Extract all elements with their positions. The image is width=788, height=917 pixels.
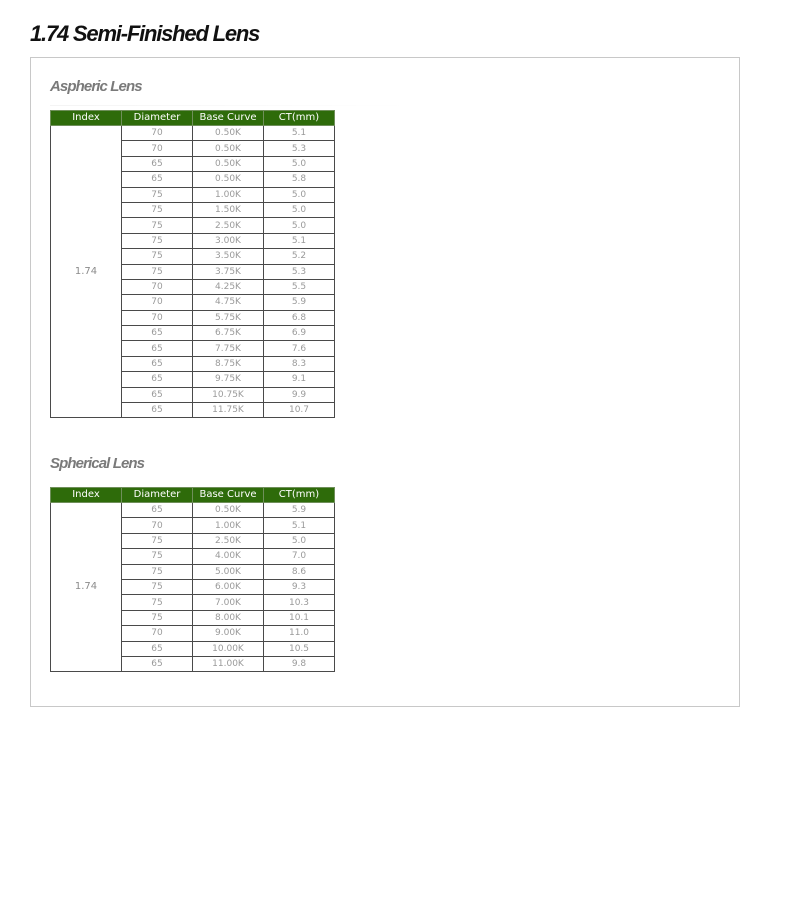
ct-cell: 5.3 — [264, 264, 335, 279]
base-curve-cell: 2.50K — [193, 218, 264, 233]
diameter-cell: 65 — [122, 656, 193, 671]
diameter-cell: 65 — [122, 172, 193, 187]
ct-cell: 5.5 — [264, 279, 335, 294]
base-curve-cell: 10.00K — [193, 641, 264, 656]
diameter-cell: 75 — [122, 595, 193, 610]
base-curve-cell: 11.00K — [193, 656, 264, 671]
ct-cell: 5.9 — [264, 295, 335, 310]
base-curve-cell: 0.50K — [193, 503, 264, 518]
ct-cell: 10.5 — [264, 641, 335, 656]
ct-cell: 5.0 — [264, 533, 335, 548]
table-row — [51, 503, 335, 518]
aspheric-lens-table — [50, 110, 335, 418]
index-cell: 1.74 — [51, 503, 122, 672]
ct-cell: 5.0 — [264, 187, 335, 202]
base-curve-cell: 5.00K — [193, 564, 264, 579]
ct-cell: 6.8 — [264, 310, 335, 325]
column-header-index: Index — [51, 488, 122, 503]
base-curve-cell: 1.00K — [193, 187, 264, 202]
diameter-cell: 70 — [122, 518, 193, 533]
base-curve-cell: 1.00K — [193, 518, 264, 533]
base-curve-cell: 11.75K — [193, 403, 264, 418]
base-curve-cell: 2.50K — [193, 533, 264, 548]
ct-cell: 5.9 — [264, 503, 335, 518]
diameter-cell: 65 — [122, 356, 193, 371]
diameter-cell: 75 — [122, 610, 193, 625]
column-header-index: Index — [51, 111, 122, 126]
diameter-cell: 70 — [122, 141, 193, 156]
base-curve-cell: 8.75K — [193, 356, 264, 371]
table-header-row — [51, 111, 335, 126]
ct-cell: 10.3 — [264, 595, 335, 610]
column-header-diameter: Diameter — [122, 488, 193, 503]
base-curve-cell: 8.00K — [193, 610, 264, 625]
column-header-ct: CT(mm) — [264, 111, 335, 126]
index-cell: 1.74 — [51, 126, 122, 418]
ct-cell: 5.3 — [264, 141, 335, 156]
ct-cell: 5.2 — [264, 249, 335, 264]
ct-cell: 7.6 — [264, 341, 335, 356]
base-curve-cell: 3.00K — [193, 233, 264, 248]
diameter-cell: 75 — [122, 533, 193, 548]
spherical-section-title: Spherical Lens — [50, 455, 145, 472]
diameter-cell: 65 — [122, 326, 193, 341]
base-curve-cell: 0.50K — [193, 141, 264, 156]
spherical-lens-table — [50, 487, 335, 672]
base-curve-cell: 3.75K — [193, 264, 264, 279]
base-curve-cell: 3.50K — [193, 249, 264, 264]
table-header-row — [51, 488, 335, 503]
title-divider — [50, 105, 410, 106]
base-curve-cell: 6.75K — [193, 326, 264, 341]
diameter-cell: 65 — [122, 372, 193, 387]
ct-cell: 5.0 — [264, 218, 335, 233]
base-curve-cell: 6.00K — [193, 579, 264, 594]
diameter-cell: 70 — [122, 310, 193, 325]
diameter-cell: 70 — [122, 295, 193, 310]
ct-cell: 11.0 — [264, 626, 335, 641]
ct-cell: 9.1 — [264, 372, 335, 387]
ct-cell: 5.1 — [264, 233, 335, 248]
diameter-cell: 65 — [122, 403, 193, 418]
diameter-cell: 75 — [122, 233, 193, 248]
ct-cell: 8.6 — [264, 564, 335, 579]
ct-cell: 10.1 — [264, 610, 335, 625]
base-curve-cell: 4.00K — [193, 549, 264, 564]
base-curve-cell: 0.50K — [193, 172, 264, 187]
column-header-ct: CT(mm) — [264, 488, 335, 503]
diameter-cell: 65 — [122, 387, 193, 402]
diameter-cell: 75 — [122, 549, 193, 564]
ct-cell: 6.9 — [264, 326, 335, 341]
diameter-cell: 75 — [122, 187, 193, 202]
base-curve-cell: 0.50K — [193, 156, 264, 171]
base-curve-cell: 7.00K — [193, 595, 264, 610]
diameter-cell: 65 — [122, 641, 193, 656]
diameter-cell: 75 — [122, 202, 193, 217]
base-curve-cell: 0.50K — [193, 126, 264, 141]
diameter-cell: 65 — [122, 156, 193, 171]
base-curve-cell: 4.25K — [193, 279, 264, 294]
column-header-base-curve: Base Curve — [193, 111, 264, 126]
ct-cell: 7.0 — [264, 549, 335, 564]
base-curve-cell: 9.00K — [193, 626, 264, 641]
base-curve-cell: 9.75K — [193, 372, 264, 387]
ct-cell: 5.1 — [264, 518, 335, 533]
ct-cell: 5.0 — [264, 156, 335, 171]
base-curve-cell: 4.75K — [193, 295, 264, 310]
diameter-cell: 70 — [122, 126, 193, 141]
column-header-diameter: Diameter — [122, 111, 193, 126]
diameter-cell: 75 — [122, 249, 193, 264]
ct-cell: 9.8 — [264, 656, 335, 671]
ct-cell: 5.8 — [264, 172, 335, 187]
ct-cell: 5.1 — [264, 126, 335, 141]
diameter-cell: 65 — [122, 341, 193, 356]
base-curve-cell: 1.50K — [193, 202, 264, 217]
base-curve-cell: 10.75K — [193, 387, 264, 402]
page-title: 1.74 Semi-Finished Lens — [30, 21, 260, 46]
diameter-cell: 75 — [122, 218, 193, 233]
column-header-base-curve: Base Curve — [193, 488, 264, 503]
base-curve-cell: 7.75K — [193, 341, 264, 356]
aspheric-section-title: Aspheric Lens — [50, 78, 142, 95]
ct-cell: 9.3 — [264, 579, 335, 594]
product-panel — [30, 57, 740, 707]
diameter-cell: 75 — [122, 264, 193, 279]
ct-cell: 9.9 — [264, 387, 335, 402]
diameter-cell: 75 — [122, 579, 193, 594]
table-row — [51, 126, 335, 141]
diameter-cell: 70 — [122, 626, 193, 641]
diameter-cell: 75 — [122, 564, 193, 579]
ct-cell: 5.0 — [264, 202, 335, 217]
diameter-cell: 70 — [122, 279, 193, 294]
diameter-cell: 65 — [122, 503, 193, 518]
ct-cell: 10.7 — [264, 403, 335, 418]
ct-cell: 8.3 — [264, 356, 335, 371]
base-curve-cell: 5.75K — [193, 310, 264, 325]
